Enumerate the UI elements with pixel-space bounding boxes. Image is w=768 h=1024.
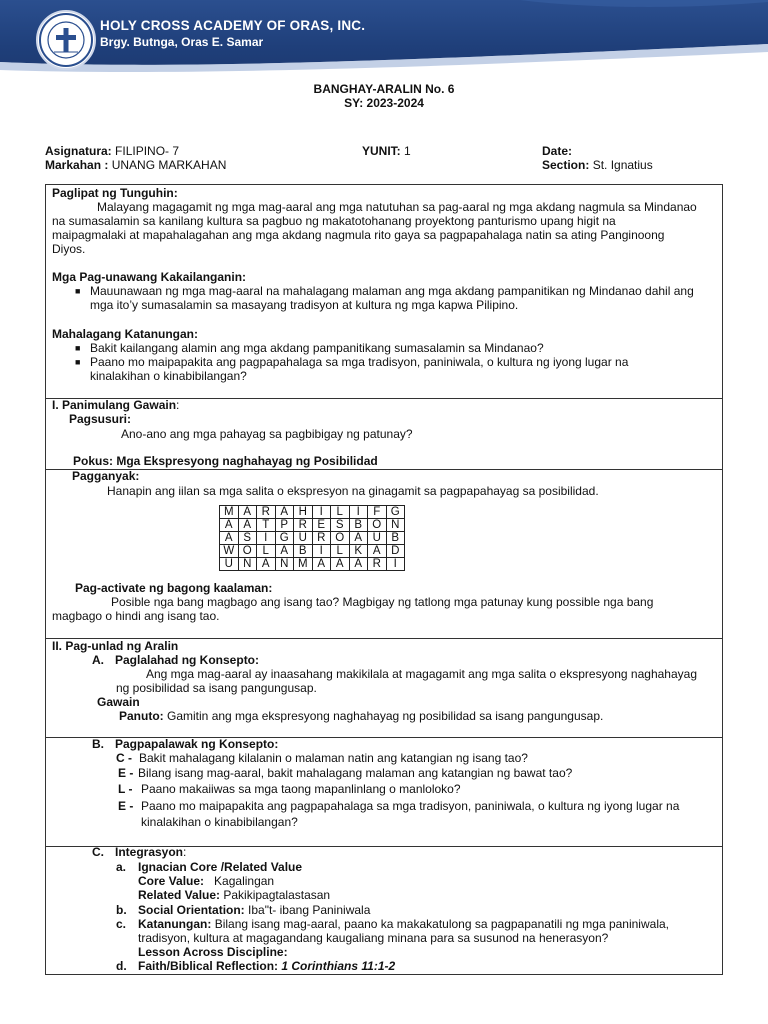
asignatura-label: Asignatura: (45, 144, 112, 158)
social-orientation-row (138, 903, 370, 917)
grid-cell[interactable]: R (368, 558, 387, 571)
grid-cell[interactable]: M (294, 558, 313, 571)
katanungan-text: Bilang isang mag-aaral, paano ka makakatulong sa pagpapanatili ng mga paniniwala, (214, 917, 669, 931)
integrasyon-colon: : (183, 845, 187, 859)
yunit-row (362, 144, 411, 158)
panimula-heading-row (52, 398, 179, 412)
markahan-label: Markahan : (45, 158, 109, 172)
grid-cell[interactable]: L (331, 506, 350, 519)
grid-cell[interactable]: A (220, 519, 239, 532)
grid-cell[interactable]: I (312, 545, 331, 558)
grid-cell[interactable]: U (220, 558, 239, 571)
cele-label-e2: E - (118, 799, 134, 813)
related-value: Pakikipagtalastasan (223, 888, 331, 902)
paglipat-line: Diyos. (52, 242, 86, 256)
core-value-row (138, 874, 274, 888)
grid-cell[interactable]: A (349, 558, 368, 571)
grid-cell[interactable]: A (257, 558, 276, 571)
section-value: St. Ignatius (592, 158, 653, 172)
header-banner (0, 0, 768, 78)
grid-cell[interactable]: I (349, 506, 368, 519)
school-seal (36, 10, 96, 70)
grid-cell[interactable]: P (275, 519, 294, 532)
school-name: HOLY CROSS ACADEMY OF ORAS, INC. (100, 18, 366, 33)
school-address: Brgy. Butnga, Oras E. Samar (100, 35, 264, 49)
pag-unawa-line: mga ito’y sumasalamin sa masayang tradisyon at kultura ng mga kapwa Pilipino. (90, 298, 519, 312)
grid-row (220, 506, 405, 519)
panuto-row (119, 709, 603, 723)
grid-cell[interactable]: I (386, 558, 405, 571)
grid-cell[interactable]: F (368, 506, 387, 519)
grid-row (220, 519, 405, 532)
yunit-label: YUNIT: (362, 144, 401, 158)
grid-cell[interactable]: M (220, 506, 239, 519)
lesson-across-discipline-label: Lesson Across Discipline: (138, 945, 288, 959)
grid-cell[interactable]: A (220, 532, 239, 545)
grid-row (220, 558, 405, 571)
cele-question: Paano makaiiwas sa mga taong mapanlinlang o manloloko? (141, 782, 461, 796)
grid-cell[interactable]: I (257, 532, 276, 545)
cele-question: Bakit mahalagang kilalanin o malaman natin ang katangian ng isang tao? (139, 751, 528, 765)
grid-cell[interactable]: A (312, 558, 331, 571)
integrasyon-heading: Integrasyon (115, 845, 184, 859)
related-value-row (138, 888, 330, 902)
pag-unlad-heading: II. Pag-unlad ng Aralin (52, 639, 179, 653)
faith-reflection-row (138, 959, 395, 973)
grid-row (220, 545, 405, 558)
cele-label-e: E - (118, 766, 134, 780)
cele-label-l: L - (118, 782, 133, 796)
grid-cell[interactable]: L (331, 545, 350, 558)
panuto-text: Gamitin ang mga ekspresyong naghahayag ng posibilidad sa isang pangungusap. (167, 709, 604, 723)
katanungan-text-line2: tradisyon, kultura at magagandang kaugaliang minana para sa susunod na henerasyon? (138, 931, 609, 945)
grid-cell[interactable]: E (312, 519, 331, 532)
paglalahad-line: ng posibilidad sa isang pangungusap. (116, 681, 317, 695)
sub-label: c. (116, 917, 127, 931)
bullet-icon: ■ (75, 343, 81, 353)
gawain-label: Gawain (97, 695, 140, 709)
grid-cell[interactable]: O (368, 519, 387, 532)
grid-cell[interactable]: S (238, 532, 257, 545)
activate-heading: Pag-activate ng bagong kaalaman: (75, 581, 273, 595)
sub-label: d. (116, 959, 127, 973)
item-label: B. (92, 737, 104, 751)
grid-cell[interactable]: B (349, 519, 368, 532)
grid-cell[interactable]: O (238, 545, 257, 558)
yunit-value: 1 (404, 144, 411, 158)
grid-cell[interactable]: N (386, 519, 405, 532)
panimula-colon: : (176, 398, 180, 412)
school-seal-icon (38, 12, 94, 68)
sub-label: b. (116, 903, 127, 917)
katanungan-heading: Mahalagang Katanungan: (52, 327, 199, 341)
bullet-icon: ■ (75, 357, 81, 367)
markahan-row (45, 158, 226, 172)
panimula-heading: I. Panimulang Gawain (52, 398, 177, 412)
grid-cell[interactable]: U (368, 532, 387, 545)
grid-cell[interactable]: D (386, 545, 405, 558)
katanungan-item: Paano mo maipapakita ang pagpapahalaga sa mga tradisyon, paniniwala, o kultura ng iyong lugar na (90, 355, 629, 369)
pag-unawa-line: Mauunawaan ng mga mag-aaral na mahalagang malaman ang mga akdang pampanitikan ng Mindanao dahil ang (90, 284, 694, 298)
asignatura-value: FILIPINO- 7 (115, 144, 180, 158)
core-value-label: Core Value: (138, 874, 205, 888)
section-label: Section: (542, 158, 590, 172)
school-year: SY: 2023-2024 (344, 96, 424, 110)
katanungan-item: kinalakihan o kinabibilangan? (90, 369, 247, 383)
grid-cell[interactable]: G (275, 532, 294, 545)
grid-cell[interactable]: N (238, 558, 257, 571)
grid-cell[interactable]: A (275, 506, 294, 519)
pagganyak-instruction: Hanapin ang iilan sa mga salita o ekspresyon na ginagamit sa pagpapahayag sa posibilidad. (107, 484, 599, 498)
item-label: A. (92, 653, 104, 667)
grid-cell[interactable]: R (312, 532, 331, 545)
katanungan-item: Bakit kailangang alamin ang mga akdang pampanitikang sumasalamin sa Mindanao? (90, 341, 544, 355)
grid-cell[interactable]: R (294, 519, 313, 532)
bullet-icon: ■ (75, 286, 81, 296)
paglipat-line: Malayang magagamit ng mga mag-aaral ang mga natutuhan sa pag-aaral ng mga akdang nagmula sa Mindanao (97, 200, 697, 214)
doc-title: BANGHAY-ARALIN No. 6 (313, 82, 455, 96)
markahan-value: UNANG MARKAHAN (111, 158, 227, 172)
faith-reflection-value: 1 Corinthians 11:1-2 (281, 959, 396, 973)
katanungan-row (138, 917, 669, 931)
pagsusuri-label: Pagsusuri: (69, 412, 132, 426)
paglalahad-line: Ang mga mag-aaral ay inaasahang makikilala at magagamit ang mga salita o ekspresyong naghahayag (146, 667, 697, 681)
grid-cell[interactable]: H (294, 506, 313, 519)
grid-cell[interactable]: O (331, 532, 350, 545)
grid-cell[interactable]: L (257, 545, 276, 558)
pokus-label: Pokus: Mga Ekspresyong naghahayag ng Posibilidad (73, 454, 378, 468)
cele-label-c: C - (116, 751, 132, 765)
activate-line: Posible nga bang magbago ang isang tao? Magbigay ng tatlong mga patunay kung possible nga bang (111, 595, 654, 609)
pagpapalawak-heading: Pagpapalawak ng Konsepto: (115, 737, 279, 751)
grid-cell[interactable]: A (238, 519, 257, 532)
grid-row (220, 532, 405, 545)
grid-cell[interactable]: N (275, 558, 294, 571)
grid-cell[interactable]: B (294, 545, 313, 558)
katanungan-label: Katanungan: (138, 917, 212, 931)
grid-cell[interactable]: A (275, 545, 294, 558)
social-orientation-label: Social Orientation: (138, 903, 245, 917)
pagsusuri-question: Ano-ano ang mga pahayag sa pagbibigay ng patunay? (121, 427, 413, 441)
grid-cell[interactable]: R (257, 506, 276, 519)
activate-line: magbago o hindi ang isang tao. (52, 609, 220, 623)
social-orientation-value: Iba"t- ibang Paniniwala (248, 903, 371, 917)
word-search-grid (219, 505, 405, 571)
grid-cell[interactable]: A (349, 532, 368, 545)
grid-cell[interactable]: I (312, 506, 331, 519)
grid-cell[interactable]: G (386, 506, 405, 519)
paglalahad-heading: Paglalahad ng Konsepto: (115, 653, 260, 667)
sub-label: a. (116, 860, 127, 874)
grid-cell[interactable]: U (294, 532, 313, 545)
section-row (542, 158, 653, 172)
cele-question: kinalakihan o kinabibilangan? (141, 815, 298, 829)
grid-cell[interactable]: S (331, 519, 350, 532)
paglipat-line: maipagmalaki at mapahalagahan ang mga akdang nagmula rito gaya sa pagpapahalaga natin sa ating Panginoong (52, 228, 665, 242)
grid-cell[interactable]: T (257, 519, 276, 532)
integrasyon-heading-row (115, 845, 186, 859)
grid-cell[interactable]: K (349, 545, 368, 558)
grid-cell[interactable]: A (368, 545, 387, 558)
panuto-label: Panuto: (119, 709, 164, 723)
pag-unawa-heading: Mga Pag-unawang Kakailanganin: (52, 270, 247, 284)
core-value: Kagalingan (214, 874, 275, 888)
grid-cell[interactable]: A (238, 506, 257, 519)
grid-cell[interactable]: A (331, 558, 350, 571)
grid-cell[interactable]: B (386, 532, 405, 545)
date-label: Date: (542, 144, 573, 158)
grid-cell[interactable]: W (220, 545, 239, 558)
pagganyak-heading: Pagganyak: (72, 469, 140, 483)
cele-question: Bilang isang mag-aaral, bakit mahalagang malaman ang katangian ng bawat tao? (138, 766, 573, 780)
ignacian-heading: Ignacian Core /Related Value (138, 860, 303, 874)
related-value-label: Related Value: (138, 888, 221, 902)
paglipat-line: na sumasalamin sa kanilang kultura sa pagbuo ng makatotohanang proyektong panturismo upang higit na (52, 214, 616, 228)
asignatura-row (45, 144, 179, 158)
cele-question: Paano mo maipapakita ang pagpapahalaga sa mga tradisyon, paniniwala, o kultura ng iyong lugar na (141, 799, 680, 813)
faith-reflection-label: Faith/Biblical Reflection: (138, 959, 279, 973)
date-row (542, 144, 572, 158)
paglipat-heading: Paglipat ng Tunguhin: (52, 186, 178, 200)
item-label: C. (92, 845, 104, 859)
section-divider (45, 469, 723, 470)
